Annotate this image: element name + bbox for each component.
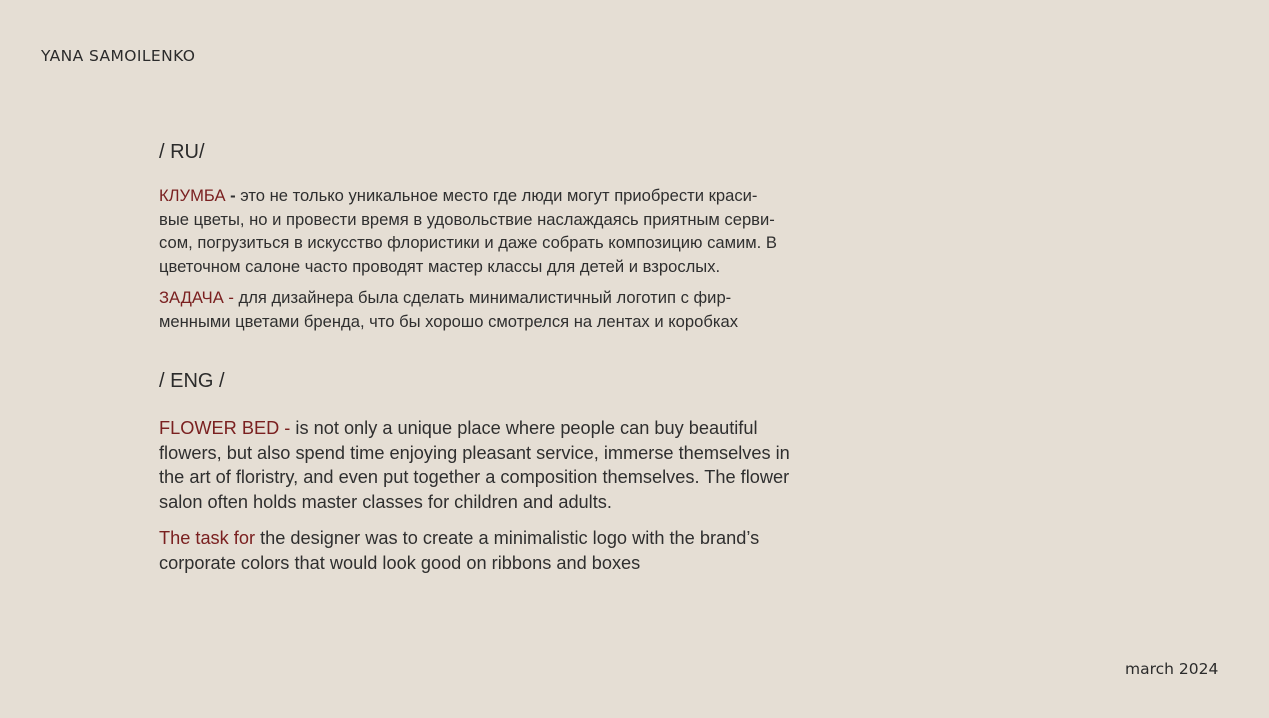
ru-task-lead: ЗАДАЧА - (159, 288, 239, 307)
ru-about-line: вые цветы, но и провести время в удовольствие наслаждаясь приятным серви- (159, 209, 775, 229)
en-heading: / ENG / (159, 370, 225, 392)
ru-about-lead: КЛУМБА (159, 186, 226, 205)
author-name: YANA SAMOILENKO (41, 47, 196, 65)
en-task-line (159, 526, 759, 551)
en-task-text: the designer was to create a minimalistic logo with the brand’s (260, 528, 760, 548)
ru-task-line (159, 286, 738, 310)
en-task-line: corporate colors that would look good on ribbons and boxes (159, 552, 641, 573)
en-about-text: is not only a unique place where people can buy beautiful (295, 418, 758, 438)
en-about-line: salon often holds master classes for children and adults. (159, 491, 612, 512)
en-about-line: flowers, but also spend time enjoying pleasant service, immerse themselves in (159, 442, 790, 463)
en-about-paragraph (159, 416, 790, 514)
en-about-line (159, 416, 790, 441)
ru-about-text: это не только уникальное место где люди могут приобрести краси- (240, 186, 758, 205)
en-task-lead: The task for (159, 528, 261, 548)
en-about-lead: FLOWER BED - (159, 418, 296, 438)
ru-about-line (159, 184, 777, 208)
ru-task-text: для дизайнера была сделать минималистичный логотип с фир- (238, 288, 732, 307)
ru-about-paragraph (159, 184, 777, 278)
en-about-line: the art of floristry, and even put together a composition themselves. The flower (159, 467, 790, 487)
date-label: march 2024 (1125, 660, 1219, 678)
ru-about-line: цветочном салоне часто проводят мастер классы для детей и взрослых. (159, 256, 721, 276)
en-task-paragraph (159, 526, 759, 575)
ru-about-dash: - (225, 186, 241, 205)
ru-task-line: менными цветами бренда, что бы хорошо смотрелся на лентах и коробках (159, 311, 739, 331)
ru-heading: / RU/ (159, 141, 205, 163)
ru-task-paragraph (159, 286, 738, 333)
ru-about-line: сом, погрузиться в искусство флористики и даже собрать композицию самим. В (159, 233, 777, 252)
